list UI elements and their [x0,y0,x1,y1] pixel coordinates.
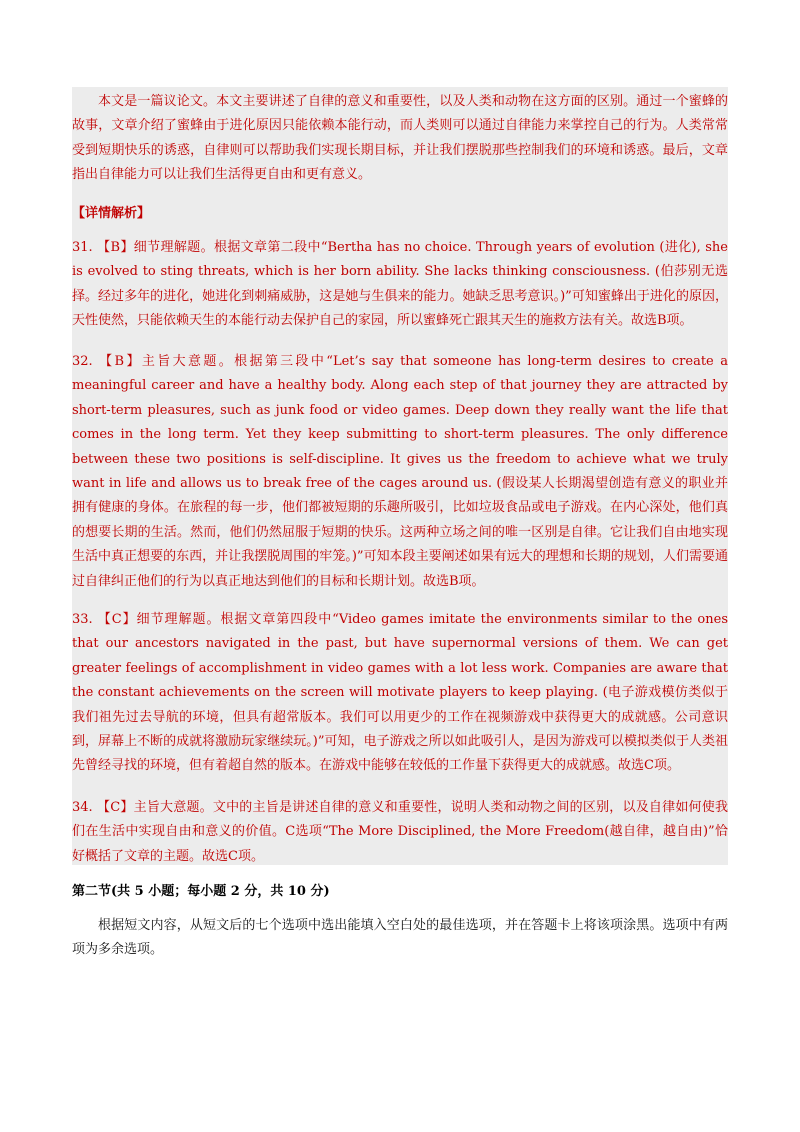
passage-summary: 本文是一篇议论文。本文主要讲述了自律的意义和重要性，以及人类和动物在这方面的区别。通过一个蜜蜂的故事，文章介绍了蜜蜂由于进化原因只能依赖本能行动，而人类则可以通过自律能力来掌控自己的行为。人类常常受到短期快乐的诱惑，自律则可以帮助我们实现长期目标，并让我们摆脱那些控制我们的环境和诱惑。最后，文章指出自律能力可以让我们生活得更自由和更有意义。 [72,94,728,183]
section-two-instructions: 根据短文内容，从短文后的七个选项中选出能填入空白处的最佳选项，并在答题卡上将该项涂黑。选项中有两项为多余选项。 [72,918,728,958]
answer-32: 32. 【B】主旨大意题。根据第三段中“Let’s say that someone has long-term desires to create a meaningful career and have a healthy body. Along each step of that journey they are attracted by short-term pleasures, such as junk food or video games. Deep down they really want the life that comes in the long term. Yet they keep submitting to short-term pleasures. The only difference between these two positions is self-discipline. It gives us the freedom to achieve what we truly want in life and allows us to break free of the cages around us. (假设某人长期渴望创造有意义的职业并拥有健康的身体。在旅程的每一步，他们都被短期的乐趣所吸引，比如垃圾食品或电子游戏。在内心深处，他们真的想要长期的生活。然而，他们仍然屈服于短期的快乐。这两种立场之间的唯一区别是自律。它让我们自由地实现生活中真正想要的东西，并让我摆脱周围的牢笼。)”可知本段主要阐述如果有远大的理想和长期的规划，人们需要通过自律纠正他们的行为以真正地达到他们的目标和长期计划。故选B项。 [72,354,728,589]
answer-33: 33. 【C】细节理解题。根据文章第四段中“Video games imitate the environments similar to the ones that our ancestors navigated in the past, but have supernormal versions of them. We can get greater feelings of accomplishment in video games with a lot less work. Companies are aware that the constant achievements on the screen will motivate players to keep playing. (电子游戏模仿类似于我们祖先过去导航的环境，但具有超常版本。我们可以用更少的工作在视频游戏中获得更大的成就感。公司意识到，屏幕上不断的成就将激励玩家继续玩。)”可知，电子游戏之所以如此吸引人，是因为游戏可以模拟类似于人类祖先曾经寻找的环境，但有着超自然的版本。在游戏中能够在较低的工作量下获得更大的成就感。故选C项。 [72,612,728,774]
answer-34: 34. 【C】主旨大意题。文中的主旨是讲述自律的意义和重要性，说明人类和动物之间的区别，以及自律如何使我们在生活中实现自由和意义的价值。C选项“The More Disciplined, the More Freedom(越自律，越自由)”恰好概括了文章的主题。故选C项。 [72,800,728,864]
answer-31: 31. 【B】细节理解题。根据文章第二段中“Bertha has no choice. Through years of evolution (进化), she is evolved to sting threats, which is her born ability. She lacks thinking consciousness. (伯莎别无选择。经过多年的进化，她进化到刺痛威胁，这是她与生俱来的能力。她缺乏思考意识。)”可知蜜蜂出于进化的原因，天性使然，只能依赖天生的本能行动去保护自己的家园，所以蜜蜂死亡跟其天生的施救方法有关。故选B项。 [72,240,728,329]
section-two-heading: 第二节(共 5 小题；每小题 2 分，共 10 分) [72,884,330,899]
analysis-heading: 【详情解析】 [72,206,151,221]
